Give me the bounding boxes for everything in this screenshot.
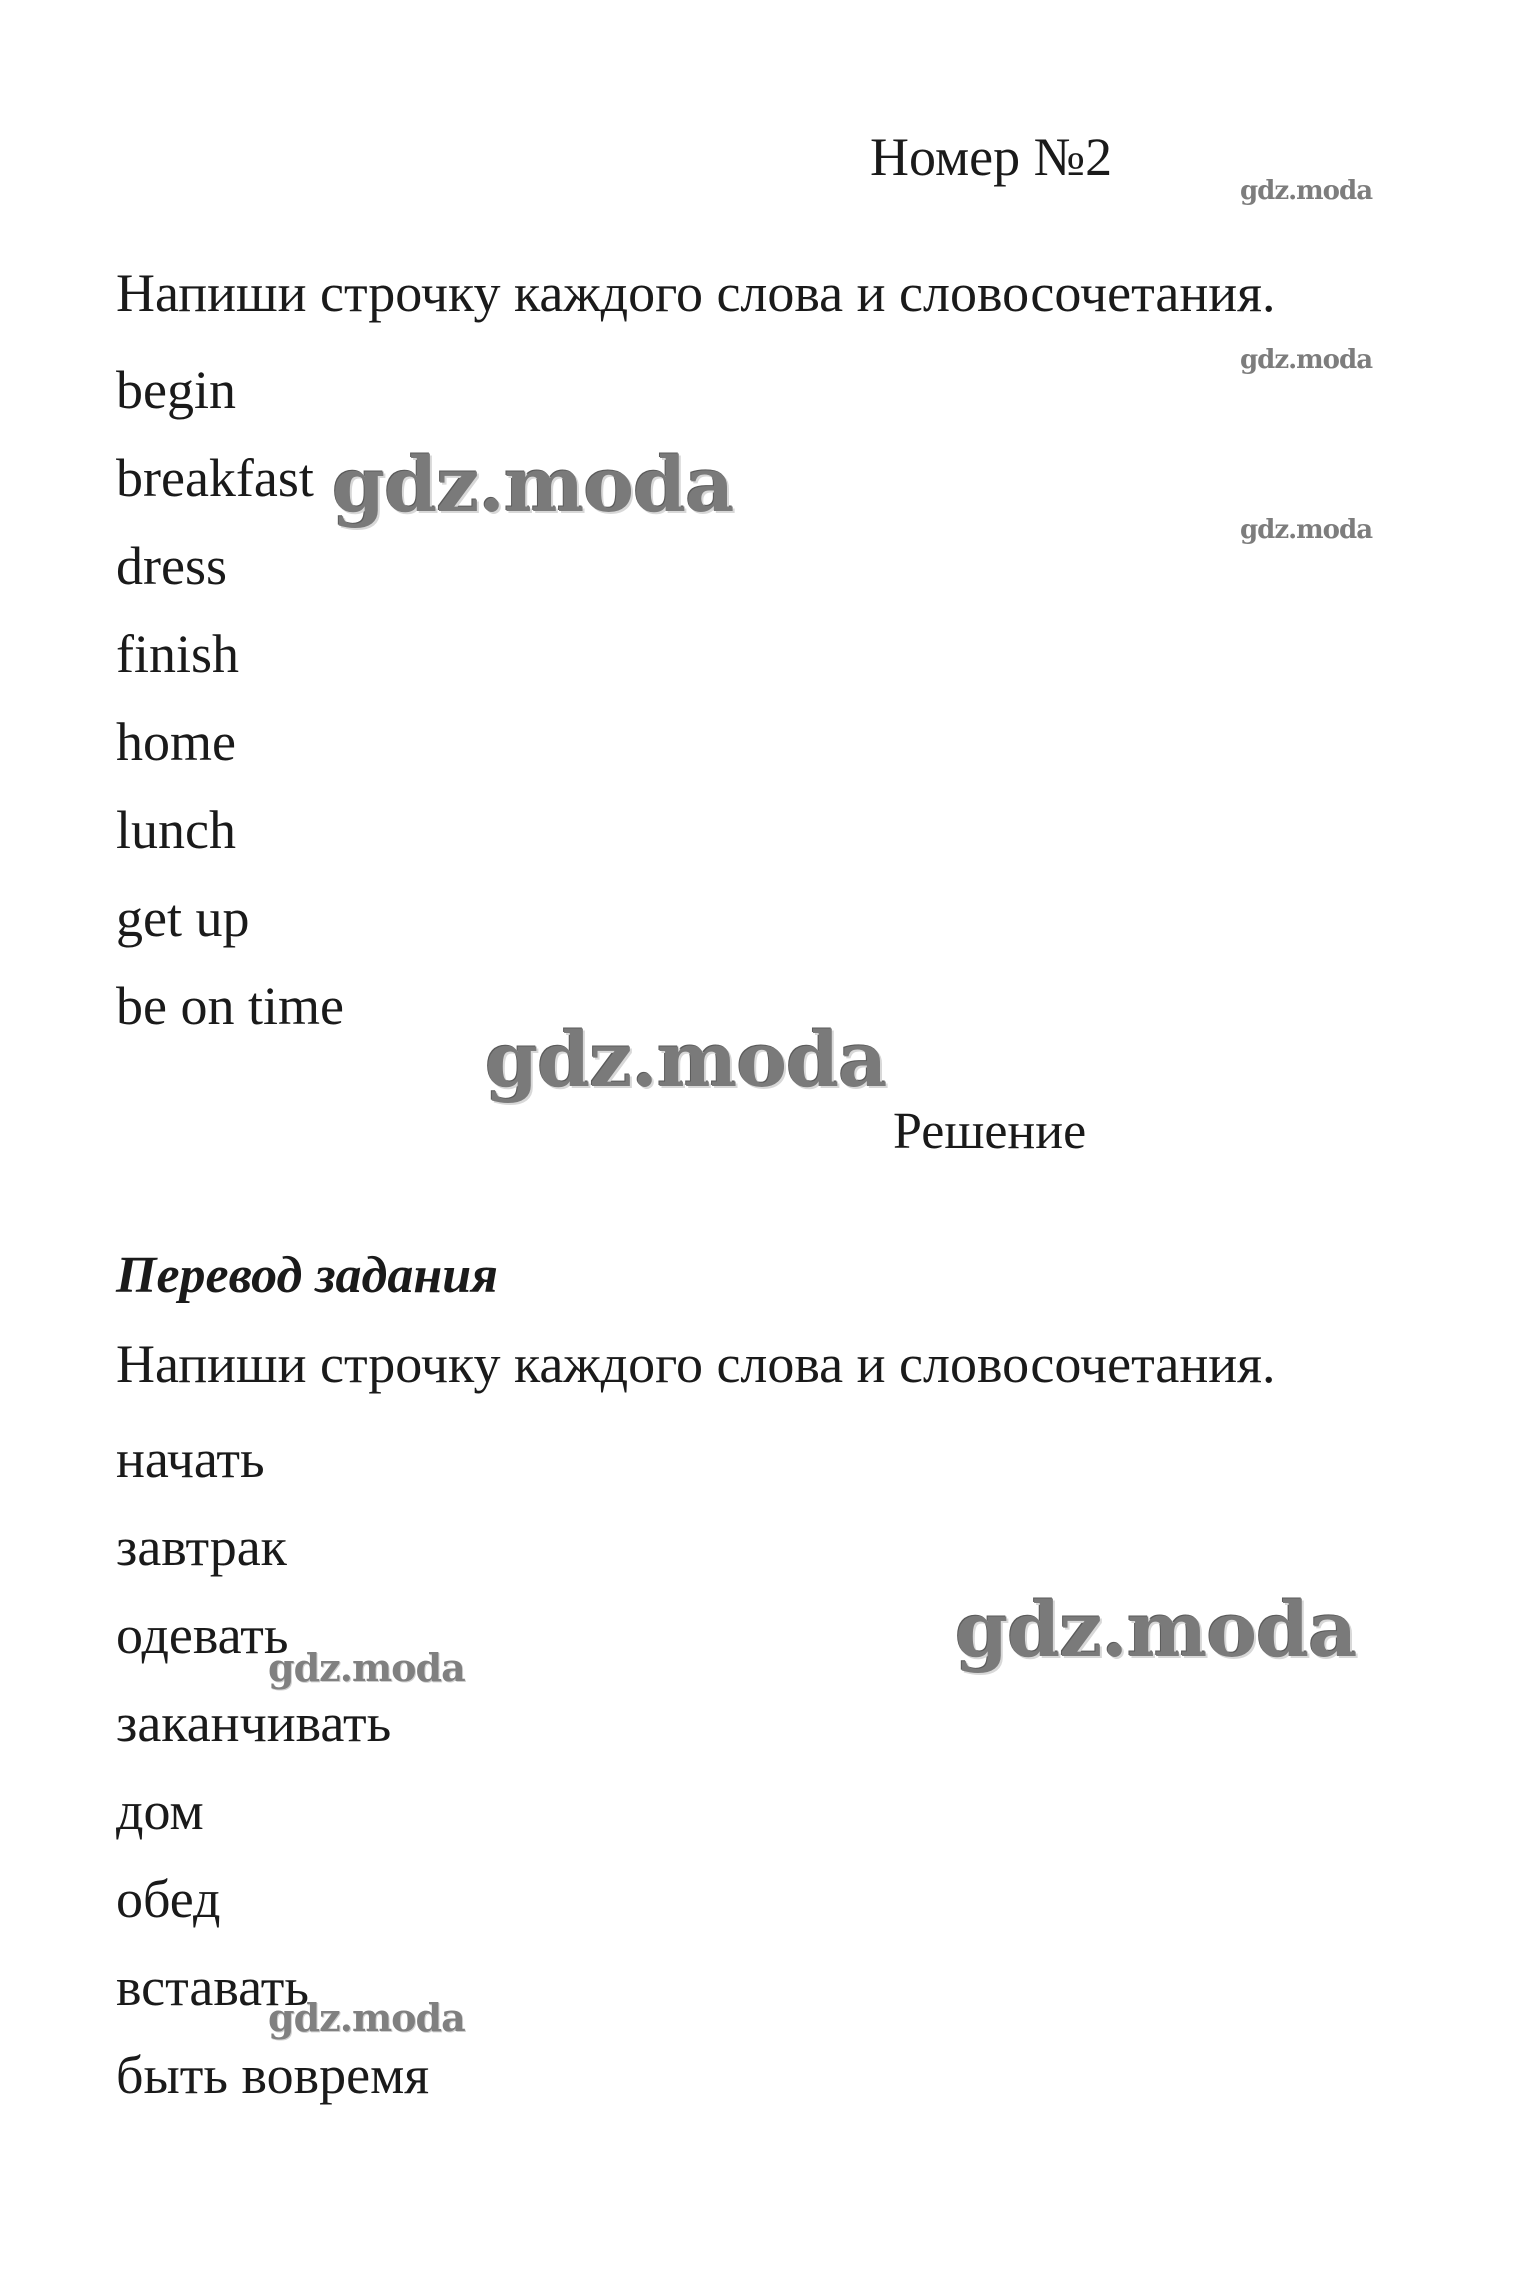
word-item: be on time [116, 976, 344, 1036]
watermark: gdz.moda [955, 1585, 1357, 1674]
watermark: gdz.moda [268, 1645, 465, 1690]
watermark: gdz.moda [1240, 345, 1373, 375]
watermark: gdz.moda [1240, 176, 1373, 206]
watermark: gdz.moda [485, 1015, 887, 1104]
page-title: Номер №2 [870, 127, 1113, 187]
solution-label: Решение [893, 1103, 1087, 1160]
translated-word-item: одевать [116, 1605, 289, 1665]
translated-word-item: быть вовремя [116, 2045, 430, 2105]
word-item: home [116, 712, 236, 772]
word-item: dress [116, 536, 227, 596]
translated-word-item: заканчивать [116, 1693, 392, 1753]
word-item: begin [116, 360, 236, 420]
watermark: gdz.moda [332, 440, 734, 529]
watermark: gdz.moda [1240, 515, 1373, 545]
task-instruction: Напиши строчку каждого слова и словосочетания. [116, 263, 1276, 323]
translated-word-item: завтрак [116, 1517, 287, 1577]
translation-instruction: Напиши строчку каждого слова и словосочетания. [116, 1334, 1276, 1394]
translated-word-item: обед [116, 1869, 221, 1929]
word-item: get up [116, 888, 250, 948]
word-item: lunch [116, 800, 236, 860]
word-item: breakfast [116, 448, 314, 508]
translation-heading: Перевод задания [116, 1247, 498, 1304]
translated-word-item: вставать [116, 1957, 309, 2017]
translated-word-item: дом [116, 1781, 204, 1841]
word-item: finish [116, 624, 240, 684]
translated-word-item: начать [116, 1429, 265, 1489]
word-list [116, 346, 344, 1050]
watermark: gdz.moda [268, 1995, 465, 2040]
